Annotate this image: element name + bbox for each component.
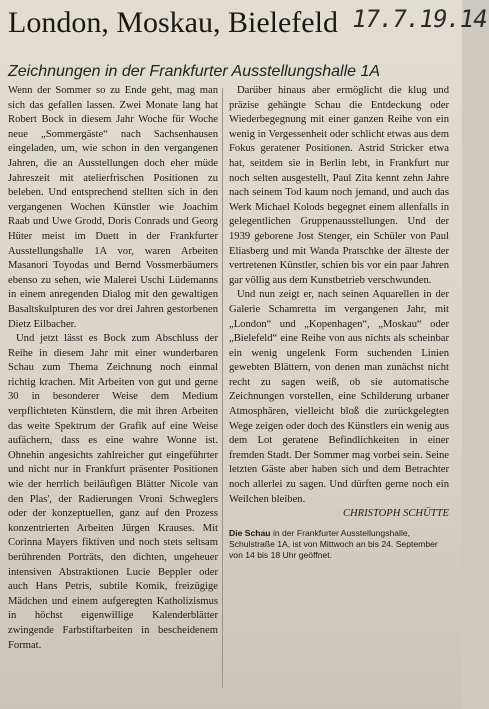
article-paragraph: Wenn der Sommer so zu Ende geht, mag man sich das gefallen lassen. Zwei Monate lang hat Robert Bock in diesem Jahr Woche für Woche neue „Sommergäste“ nach Sachsenhausen eingeladen, um, wie schon in den vergangenen Jahren, die an Ausstellungen doch eher müde Jahreszeit mit atelierfrischen Positionen zu beleben. Und entsprechend stellten sich in den vergangenen Wochen Künstler wie Joachim Raab und Uwe Grodd, Doris Conrads und Georg Hüter meist im Duett in der Frankfurter Ausstellungshalle 1A vor, waren Arbeiten Masanori Toyodas und Bernd Vossmerbäumers ebenso zu sehen, wie Malerei Uschi Lüdemanns in einem anregenden Dialog mit den gewaltigen Basaltskulpturen des vor drei Jahren gestorbenen Dietz Eilbacher.: [8, 85, 218, 330]
column-divider: [222, 88, 223, 688]
subheadline: Zeichnungen in der Frankfurter Ausstellungshalle 1A: [8, 63, 381, 80]
handwritten-date: 17.7.19.14: [349, 5, 489, 33]
exhibition-info-text: in der Frankfurter Ausstellungshalle, Schulstraße 1A, ist von Mittwoch an bis 24. September von 14 bis 18 Uhr geöffnet.: [229, 527, 438, 560]
byline: CHRISTOPH SCHÜTTE: [342, 508, 449, 520]
article-paragraph: Und jetzt lässt es Bock zum Abschluss der Reihe in diesem Jahr mit einer wunderbaren Schau zum Thema Zeichnung noch einmal richtig krachen. Mit Arbeiten von gut und gerne 30 in besonderer Weise dem Medium verpflichteten Künstlern, die mit ihren Arbeiten das weite Spektrum der Grafik auf eine Weise aufächern, dass es eine wahre Wonne ist. Ohnehin angesichts zahlreicher gut eingeführter und nicht nur in Frankfurt präsenter Positionen wie der herrlich beiläufigen Blätter Nicole van den Plas', der Radierungen Vroni Schweglers oder der konzeptuellen, ganz auf den Prozess konzentrierten Arbeiten Jürgen Krauses. Mit Corinna Mayers fiktiven und noch stets seltsam berührenden Porträts, den dichten, ungeheuer intensiven Abstraktionen Lucie Beppler oder auch Hans Petris, subtile Komik, freizügige Mädchen und einem aufgeregten Katholizismus in höchst eigenwillige Kalenderblätter zwingende Farbstiftarbeiten in bescheidenem Format.: [8, 333, 218, 651]
article-paragraph: Darüber hinaus aber ermöglicht die klug und präzise gehängte Schau die Entdeckung oder Wiederbegegnung mit einer ganzen Reihe von ein wenig in Vergessenheit oder schlicht etwas aus dem Fokus geratener Positionen. Astrid Stricker etwa hat, seitdem sie in Berlin lebt, in Frankfurt nur noch selten ausgestellt, Paul Zita kennt zehn Jahre nach seinem Tod kaum noch jemand, und auch das Werk Michael Kolods begegnet einem allenfalls in gelegentlichen Gruppenausstellungen. Und der 1939 geborene Jost Stenger, ein Schüler von Paul Eliasberg und mit Wanda Pratschke der älteste der vertretenen Künstler, schien bis vor ein paar Jahren gar völlig aus dem Kunstbetrieb verschwunden.: [229, 85, 449, 286]
article-column-left: [8, 84, 218, 653]
exhibition-info-lead: Die Schau: [229, 527, 271, 538]
headline: London, Moskau, Bielefeld: [8, 6, 338, 39]
exhibition-info: [229, 528, 449, 561]
article-paragraph: Und nun zeigt er, nach seinen Aquarellen in der Galerie Schamretta im vergangenen Jahr, mit „London“ und „Kopenhagen“, „Moskau“ oder „Bielefeld“ eine Reihe von aus nichts als scheinbar ein wenig ungelenk Form suchenden Linien gewebten Blättern, von denen man zunächst nicht recht zu sagen weiß, ob sie automatische Zeichnungen vorstellen, eine Schilderung urbaner Atmosphären, vielleicht bloß die zurückgelegten Wege zeigen oder doch des Künstlers ein wenig aus dem Lot geratene Befindlichkeiten in einer fremden Stadt. Der Sommer mag vorbei sein. Seine letzten Gäste aber haben sich und dem Betrachter noch allerlei zu sagen. Und dürften gerne noch ein Weilchen bleiben.: [229, 289, 449, 505]
article-column-right: [229, 84, 449, 561]
